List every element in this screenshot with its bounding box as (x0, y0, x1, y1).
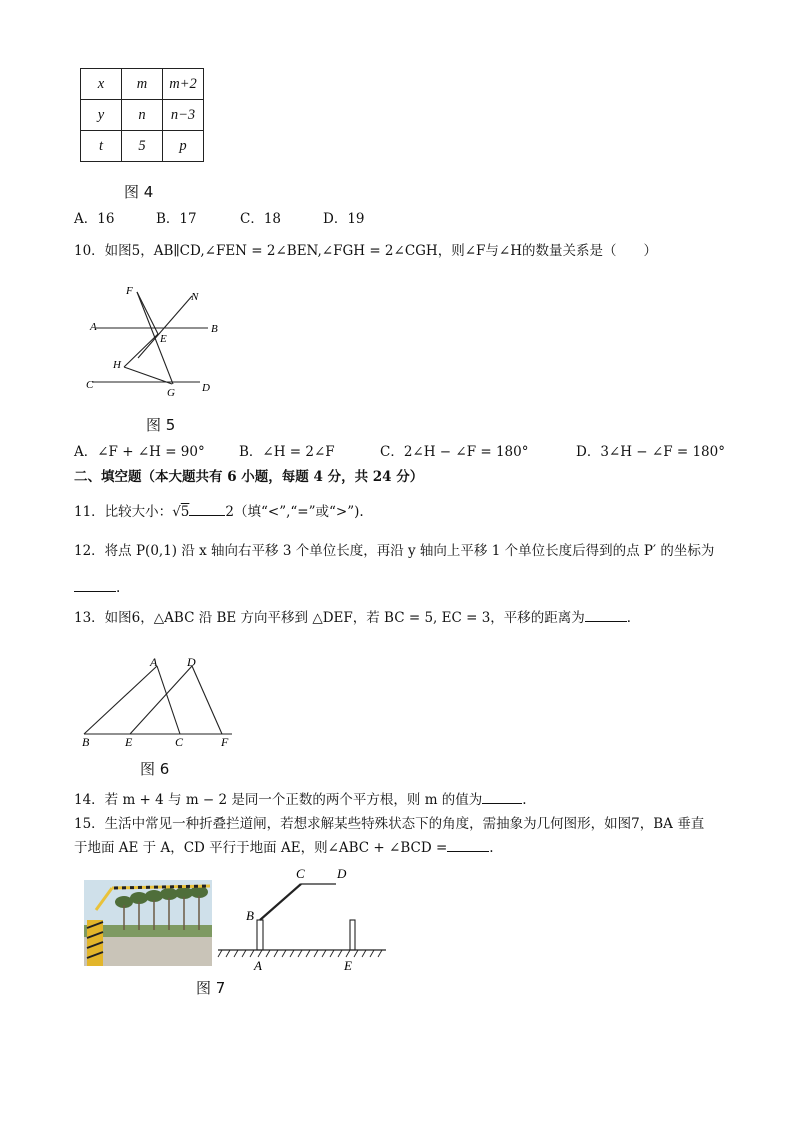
table-cell: n−3 (163, 100, 204, 131)
figure-6-caption: 图 6 (140, 760, 170, 778)
q14-text: 14．若 m + 4 与 m − 2 是同一个正数的两个平方根，则 m 的值为 (74, 792, 483, 808)
q14-question (74, 790, 527, 809)
label-E: E (344, 958, 352, 973)
q10-question: 10．如图5，AB∥CD,∠FEN = 2∠BEN,∠FGH = 2∠CGH，则∠F与∠H的数量关系是（ ） (74, 243, 657, 259)
label-C: C (86, 379, 94, 391)
q9-option-d: D．19 (323, 211, 365, 227)
label-E: E (160, 333, 167, 345)
q11-answer-blank[interactable] (189, 502, 225, 516)
q11-prefix: 11．比较大小： (74, 504, 173, 520)
q11-question (74, 502, 364, 521)
label-A: A (150, 655, 158, 669)
section-heading: 二、填空题（本大题共有 6 小题，每题 4 分，共 24 分） (74, 469, 424, 485)
q15-text: 于地面 AE 于 A，CD 平行于地面 AE，则∠ABC + ∠BCD = (74, 840, 448, 856)
label-A: A (254, 958, 262, 973)
table-cell: y (81, 100, 122, 131)
q12-line2 (74, 578, 120, 597)
figure-5-diagram (80, 280, 230, 410)
figure-7-caption: 图 7 (196, 979, 226, 997)
label-G: G (167, 387, 175, 399)
label-B: B (211, 323, 218, 335)
q13-end: ． (626, 610, 641, 626)
q13-answer-blank[interactable] (585, 608, 627, 622)
q10-option-a: A．∠F + ∠H = 90° (74, 444, 205, 460)
q15-end: . (489, 840, 494, 856)
q10-option-d: D．3∠H − ∠F = 180° (576, 444, 725, 460)
label-D: D (202, 382, 210, 394)
q12-question: 12．将点 P(0,1) 沿 x 轴向右平移 3 个单位长度，再沿 y 轴向上平移 1 个单位长度后得到的点 P′ 的坐标为 (74, 543, 715, 559)
q15-answer-blank[interactable] (447, 838, 489, 852)
label-N: N (191, 291, 199, 303)
label-E: E (125, 735, 133, 749)
q14-answer-blank[interactable] (482, 790, 522, 804)
table-cell: m (122, 69, 163, 100)
figure-6-diagram (72, 652, 242, 752)
q10-option-c: C．2∠H − ∠F = 180° (380, 444, 529, 460)
table-cell: 5 (122, 131, 163, 162)
q10-option-b: B．∠H = 2∠F (239, 444, 335, 460)
q9-option-b: B．17 (156, 211, 197, 227)
q9-option-c: C．18 (240, 211, 282, 227)
label-D: D (187, 655, 196, 669)
label-C: C (175, 735, 184, 749)
figure-4-caption: 图 4 (124, 183, 154, 201)
sqrt-symbol: √ (172, 504, 181, 520)
figure-5-caption: 图 5 (146, 416, 176, 434)
barrier-gate-photo (84, 880, 212, 966)
table-row (81, 100, 204, 131)
label-F: F (221, 735, 229, 749)
label-F: F (126, 285, 133, 297)
table-cell: n (122, 100, 163, 131)
table-cell: t (81, 131, 122, 162)
q13-text: 13．如图6，△ABC 沿 BE 方向平移到 △DEF，若 BC = 5, EC = 3，平移的距离为 (74, 610, 585, 626)
figure-4-table (80, 68, 204, 162)
table-cell: p (163, 131, 204, 162)
label-C: C (296, 866, 305, 881)
q15-question: 15．生活中常见一种折叠拦道闸，若想求解某些特殊状态下的角度，需抽象为几何图形，如图7，BA 垂直 (74, 816, 705, 832)
table-cell: m+2 (163, 69, 204, 100)
figure-7-diagram (216, 864, 396, 976)
label-B: B (82, 735, 90, 749)
q12-end: . (116, 580, 121, 596)
q9-option-a: A．16 (74, 211, 115, 227)
table-row (81, 69, 204, 100)
q11-sqrt-radicand: 5 (180, 504, 190, 520)
table-row (81, 131, 204, 162)
label-B: B (246, 908, 254, 923)
label-D: D (337, 866, 347, 881)
q15-line2 (74, 838, 494, 857)
q14-end: . (522, 792, 527, 808)
label-A: A (90, 321, 97, 333)
q12-answer-blank[interactable] (74, 578, 116, 592)
table-cell: x (81, 69, 122, 100)
q13-question (74, 608, 640, 627)
label-H: H (113, 359, 121, 371)
q11-suffix: 2（填“<”,“=”或“>”). (225, 504, 364, 520)
